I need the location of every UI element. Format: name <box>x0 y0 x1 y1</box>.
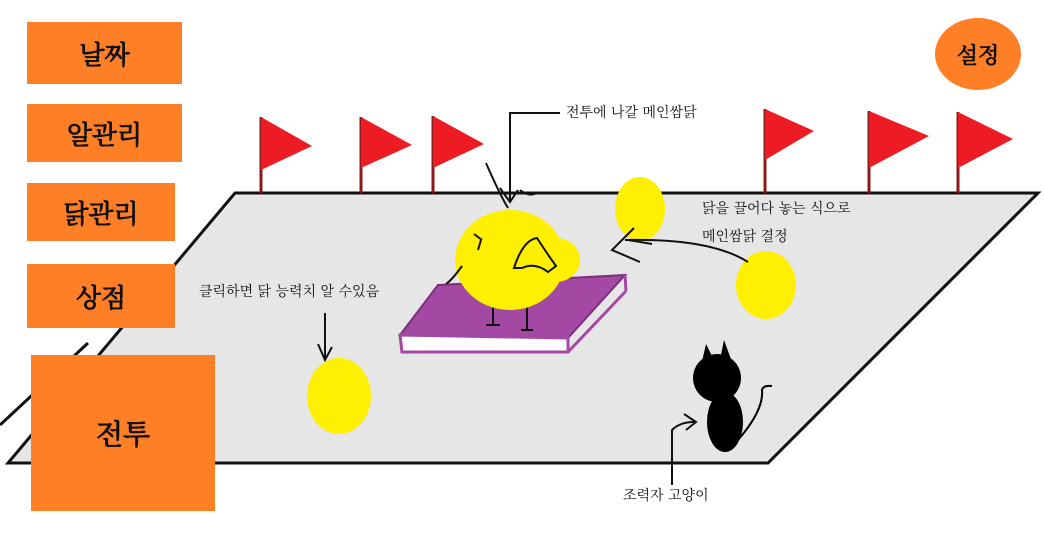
settings-button[interactable]: 설정 <box>935 18 1021 90</box>
shop-button[interactable]: 상점 <box>27 264 175 328</box>
battle-button[interactable]: 전투 <box>31 355 215 511</box>
flag <box>869 111 929 193</box>
flag <box>958 112 1013 193</box>
arrow-main-chicken <box>500 113 560 202</box>
flag <box>361 117 412 193</box>
egg-management-button[interactable]: 알관리 <box>27 104 182 162</box>
annotation-drag-line1: 닭을 끌어다 놓는 식으로 <box>702 201 851 217</box>
flag <box>765 109 814 193</box>
date-button[interactable]: 날짜 <box>27 22 182 84</box>
annotation-drag-line2: 메인쌈닭 결정 <box>702 229 788 245</box>
annotation-click-hint: 클릭하면 닭 능력치 알 수있음 <box>199 284 380 300</box>
annotation-main-chicken: 전투에 나갈 메인쌈닭 <box>566 105 697 121</box>
flag <box>433 116 484 193</box>
flag <box>261 117 312 193</box>
egg[interactable] <box>615 177 665 241</box>
chicken-management-button[interactable]: 닭관리 <box>27 183 175 241</box>
egg[interactable] <box>307 358 371 434</box>
annotation-helper-cat: 조력자 고양이 <box>623 488 709 504</box>
